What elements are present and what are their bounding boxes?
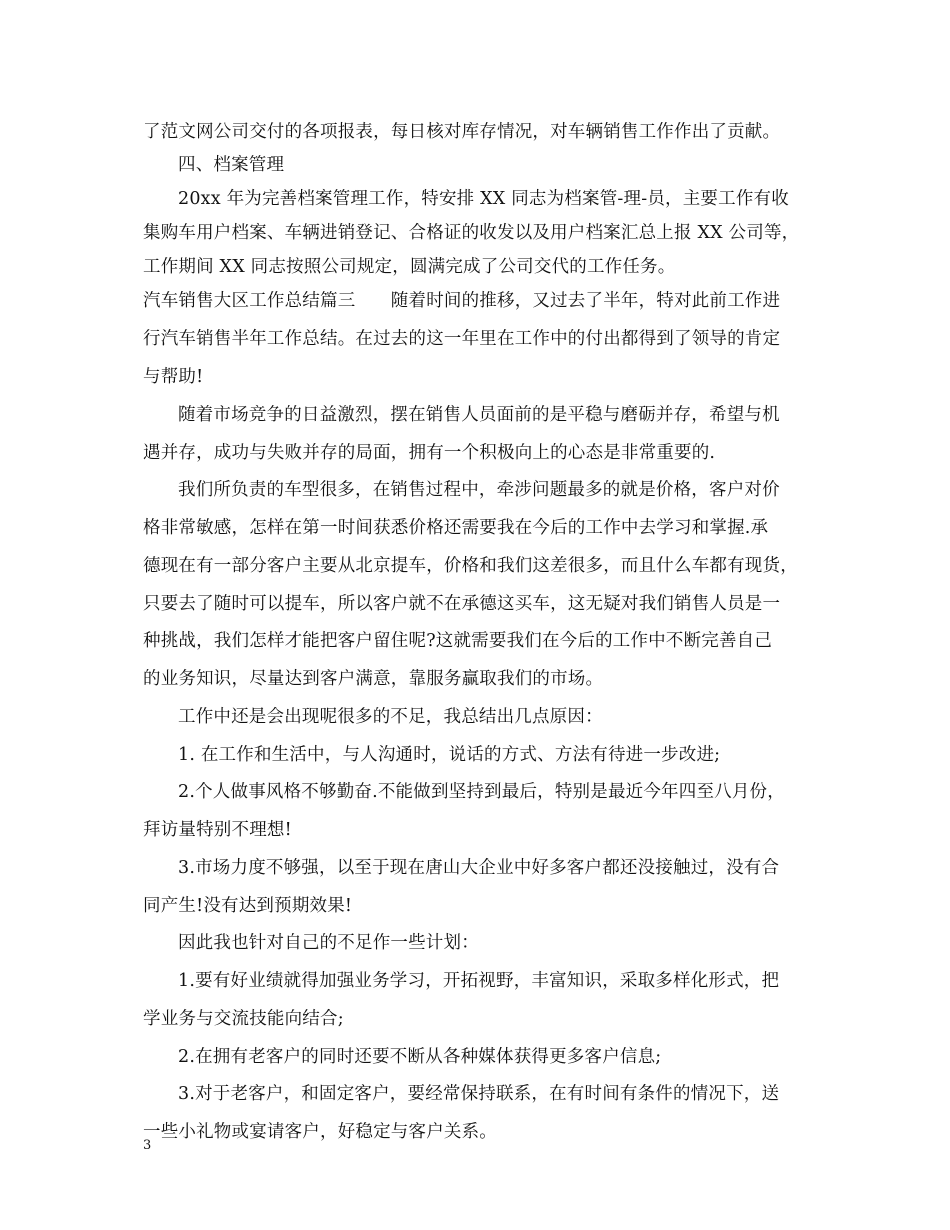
text-line: 行汽车销售半年工作总结。在过去的这一年里在工作中的付出都得到了领导的肯定: [143, 329, 781, 349]
text-line: 工作期间 XX 同志按照公司规定，圆满完成了公司交代的工作任务。: [143, 257, 676, 277]
text-line: 只要去了随时可以提车，所以客户就不在承德这买车，这无疑对我们销售人员是一: [143, 594, 781, 614]
text-line: 德现在有一部分客户主要从北京提车，价格和我们这差很多，而且什么车都有现货，: [143, 556, 798, 576]
section-heading: 四、档案管理: [178, 155, 285, 175]
text-line: 集购车用户档案、车辆进销登记、合格证的收发以及用户档案汇总上报 XX 公司等，: [143, 223, 800, 243]
text-line: 拜访量特别不理想!: [143, 820, 292, 840]
list-item: 2.在拥有老客户的同时还要不断从各种媒体获得更多客户信息;: [178, 1047, 662, 1067]
text-line: 学业务与交流技能向结合;: [143, 1009, 344, 1029]
list-item: 3.市场力度不够强，以至于现在唐山大企业中好多客户都还没接触过，没有合: [178, 858, 780, 878]
text-line: 的业务知识，尽量达到客户满意，靠服务赢取我们的市场。: [143, 669, 604, 689]
section-heading-line: 汽车销售大区工作总结篇三 随着时间的推移，又过去了半年，特对此前工作进: [143, 291, 781, 311]
text-line: 遇并存，成功与失败并存的局面，拥有一个积极向上的心态是非常重要的.: [143, 443, 716, 463]
text-line: 工作中还是会出现呢很多的不足，我总结出几点原因：: [178, 707, 603, 727]
text-line: 格非常敏感，怎样在第一时间获悉价格还需要我在今后的工作中去学习和掌握.承: [143, 518, 769, 538]
list-item: 2.个人做事风格不够勤奋.不能做到坚持到最后，特别是最近今年四至八月份，: [178, 782, 785, 802]
list-item: 3.对于老客户，和固定客户，要经常保持联系，在有时间有条件的情况下，送: [178, 1084, 780, 1104]
text-line: 因此我也针对自己的不足作一些计划：: [178, 933, 479, 953]
text-line: 20xx 年为完善档案管理工作，特安排 XX 同志为档案管-理-员，主要工作有收: [178, 189, 789, 209]
text-line: 种挑战，我们怎样才能把客户留住呢?这就需要我们在今后的工作中不断完善自己: [143, 631, 773, 651]
list-item: 1. 在工作和生活中，与人沟通时，说话的方式、方法有待进一步改进;: [178, 745, 721, 765]
text-line: 同产生!没有达到预期效果!: [143, 896, 353, 916]
page-number: 3: [143, 1138, 152, 1153]
text-line: 随着市场竞争的日益激烈，摆在销售人员面前的是平稳与磨砺并存，希望与机: [178, 405, 780, 425]
list-item: 1.要有好业绩就得加强业务学习，开拓视野，丰富知识，采取多样化形式，把: [178, 971, 780, 991]
text-line: 一些小礼物或宴请客户，好稳定与客户关系。: [143, 1122, 497, 1142]
text-line: 了范文网公司交付的各项报表，每日核对库存情况，对车辆销售工作作出了贡献。: [143, 122, 781, 142]
text-line: 我们所负责的车型很多，在销售过程中，牵涉问题最多的就是价格，客户对价: [178, 480, 780, 500]
text-line: 与帮助!: [143, 367, 204, 387]
